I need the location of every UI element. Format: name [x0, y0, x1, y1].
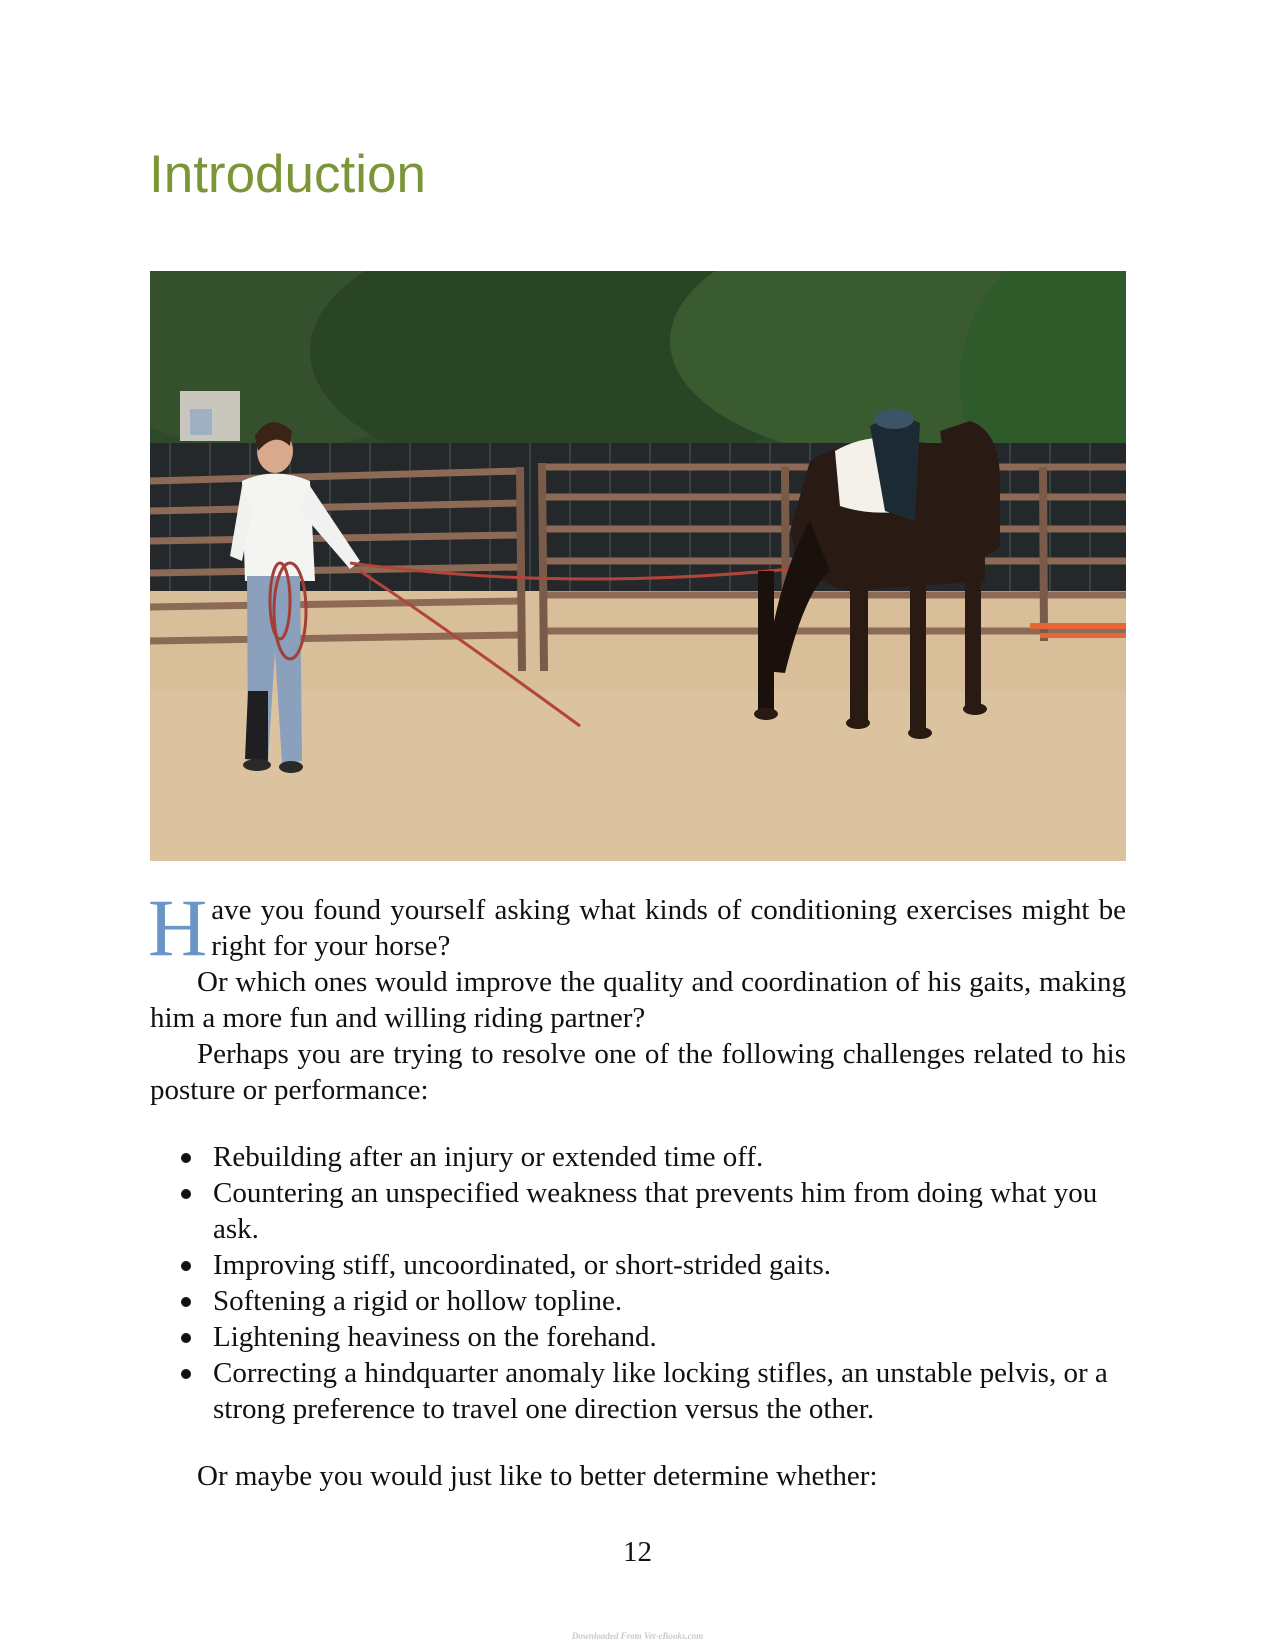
- bullet-icon: [181, 1297, 191, 1307]
- watermark: Downloaded From Vet-eBooks.com: [571, 1631, 704, 1641]
- bullet-icon: [181, 1153, 191, 1163]
- list-item: Lightening heaviness on the forehand.: [150, 1319, 1126, 1355]
- challenges-list: [150, 1139, 1126, 1427]
- bullet-icon: [181, 1369, 191, 1379]
- list-item: Rebuilding after an injury or extended time off.: [150, 1139, 1126, 1175]
- intro-paragraph-1: Have you found yourself asking what kinds of conditioning exercises might be right for your horse?: [148, 882, 1126, 973]
- page-number: 12: [623, 1536, 652, 1568]
- list-item: Improving stiff, uncoordinated, or short-strided gaits.: [150, 1247, 1126, 1283]
- bullet-icon: [181, 1261, 191, 1271]
- list-item: Correcting a hindquarter anomaly like locking stifles, an unstable pelvis, or a strong preference to travel one direction versus the other.: [150, 1355, 1126, 1427]
- list-item: Softening a rigid or hollow topline.: [150, 1283, 1126, 1319]
- drop-cap: H: [148, 882, 208, 973]
- intro-paragraph-3: Perhaps you are trying to resolve one of the following challenges related to his posture or performance:: [150, 1038, 1126, 1106]
- horse-lunging-photo: [150, 271, 1126, 861]
- page-title: Introduction: [149, 145, 426, 204]
- intro-paragraph-2: Or which ones would improve the quality and coordination of his gaits, making him a more fun and willing riding partner?: [150, 966, 1126, 1034]
- list-item: Countering an unspecified weakness that prevents him from doing what you ask.: [150, 1175, 1126, 1247]
- bullet-icon: [181, 1189, 191, 1199]
- bullet-icon: [181, 1333, 191, 1343]
- intro-paragraphs: [148, 882, 1126, 1108]
- closing-paragraph: Or maybe you would just like to better determine whether:: [197, 1460, 878, 1492]
